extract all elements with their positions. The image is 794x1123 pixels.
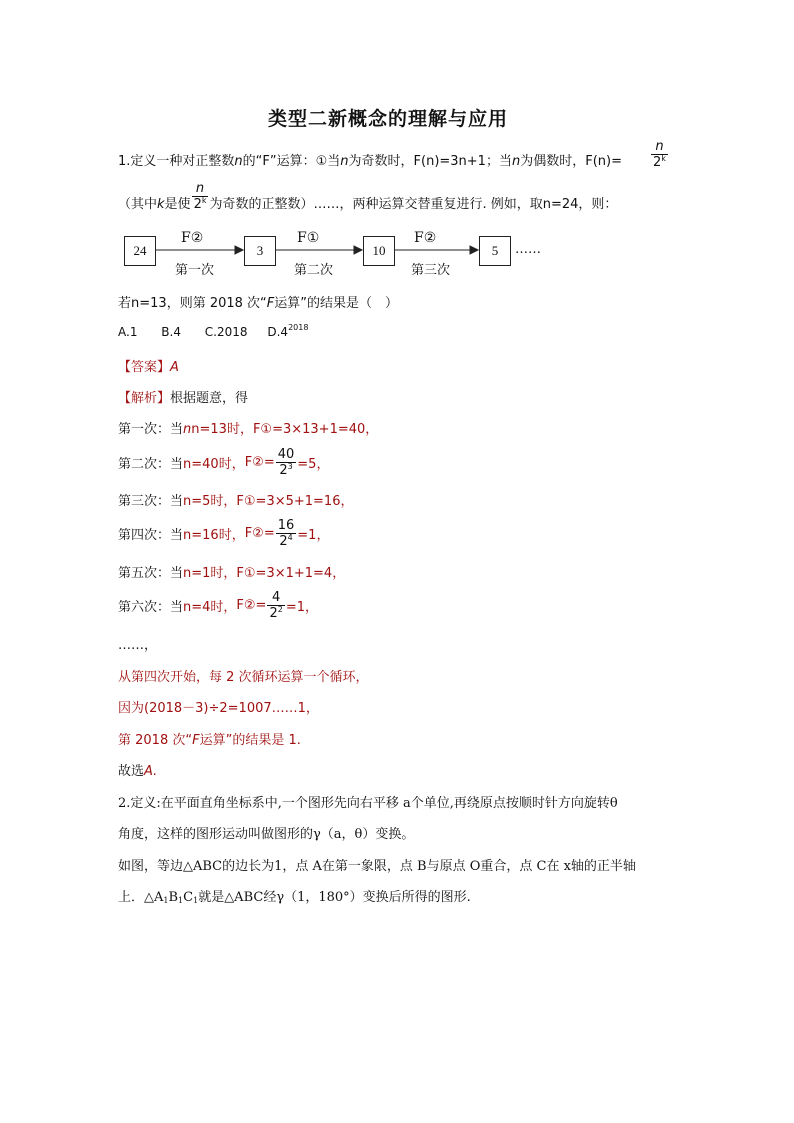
flow-step-3: 第三次 [411,263,451,278]
step-expr: F②= [236,598,267,613]
q2-text: 上．△A [118,890,164,905]
option-b: B.4 [161,325,181,339]
q1-text: （其中 [118,197,158,212]
step-5 [118,562,345,581]
q2-text: B [168,890,179,905]
frac-numerator: 16 [277,518,295,533]
step-2 [118,447,329,478]
arrow-1-head [235,246,243,254]
frac-exponent: 4 [287,533,293,542]
choose-text: 故选 [118,764,145,779]
step-expr: F①=3×13+1=40， [252,422,379,437]
step-cond: n=4时， [183,600,237,615]
flow-op-2: F① [297,230,320,246]
q1-text: 为奇数的正整数）……，两种运算交替重复进行. 例如，取 [209,197,543,212]
step-cond: n=16时， [183,528,245,543]
step-3 [118,490,353,509]
step-label: 第四次：当 [118,528,184,543]
option-a: A.1 [118,325,138,339]
arrow-3-head [470,246,478,254]
q1-question [118,292,398,311]
result-line [118,729,301,748]
q1-text: 的“F”运算：①当 [242,154,341,169]
q2-line-1: 2.定义:在平面直角坐标系中,一个图形先向右平移 a个单位,再绕原点按顺时针方向旋转θ [118,796,618,811]
flow-box-1: 24 [124,236,156,266]
var-n: n [234,154,243,169]
q1-text: 运算”的结果是（ ） [274,296,399,311]
step-label: 第二次：当 [118,457,184,472]
q1-formula: F(n)= [585,154,622,169]
step-label: 第六次：当 [118,600,184,615]
step-4 [118,518,329,549]
analysis-line [118,387,248,406]
option-c: C.2018 [204,325,248,339]
frac-numerator: n [195,181,205,196]
q1-text: n=13，则第 2018 次“ [131,296,267,311]
frac-denominator: 2 [193,197,202,212]
cycle-line: 从第四次开始，每 2 次循环运算一个循环， [118,670,369,685]
flow-box-4: 5 [479,236,511,266]
option-d [267,325,308,339]
option-d-exponent: 2018 [288,323,309,332]
flow-op-3: F② [414,230,437,246]
frac-exponent: k [201,196,207,205]
arrow-2-head [354,246,362,254]
analysis-label: 【解析】 [118,391,171,406]
q1-text: n=24，则： [542,197,618,212]
q2-line-4 [118,886,471,905]
choose-line [118,760,157,779]
because-line: 因为(2018－3)÷2=1007……1， [118,701,319,716]
subscript: 1 [163,896,169,905]
var-k: k [157,197,165,212]
q1-text: 若 [118,296,132,311]
var-n: n [511,154,521,169]
step-cond: n=13时， [191,422,253,437]
step-expr: F①=3×1+1=4， [236,566,346,581]
analysis-intro: 根据题意，得 [170,391,249,406]
step-expr: F②= [244,455,275,470]
step-expr: =1， [285,600,318,615]
frac-denominator: 2 [279,534,288,549]
frac-numerator: n [655,139,664,154]
q2-text: 就是△ABC经γ（1，180°）变换后所得的图形. [198,890,471,905]
choose-answer: A. [144,764,158,779]
frac-numerator: 40 [277,447,295,462]
ellipsis-line: ……， [118,638,158,653]
frac-numerator: 4 [272,590,281,605]
step-6 [118,590,318,621]
q1-text: 是使 [164,197,191,212]
step-label: 第一次：当 [118,422,184,437]
flow-op-1: F② [181,230,204,246]
q1-formula: F(n)=3n+1；当 [413,154,512,169]
q1-options [118,325,308,339]
frac-denominator: 2 [653,155,662,170]
q1-text: 为偶数时， [520,154,586,169]
q2-line-3: 如图，等边△ABC的边长为1，点 A在第一象限，点 B与原点 O重合，点 C在 x轴的正半轴 [118,859,636,874]
var-n: n [340,154,349,169]
step-cond: n=1时， [183,566,237,581]
step-expr: =5， [297,457,330,472]
frac-exponent: 2 [277,605,283,614]
result-text: 运算”的结果是 1. [199,733,301,748]
answer-label: 【答案】 [118,360,171,375]
answer-value: A [170,360,179,375]
flow-box-2: 3 [244,236,276,266]
step-label: 第五次：当 [118,566,184,581]
subscript: 1 [193,896,199,905]
flow-box-3: 10 [363,236,395,266]
frac-denominator: 2 [279,463,288,478]
frac-exponent: k [661,154,666,163]
q2-line-2: 角度，这样的图形运动叫做图形的γ（a，θ）变换。 [118,827,415,842]
step-cond: n=40时， [183,457,245,472]
var-f: F [192,733,200,748]
q1-text: 为奇数时， [348,154,414,169]
q2-text: C [183,890,194,905]
step-expr: F②= [244,526,275,541]
step-expr: =1， [297,528,330,543]
result-text: 第 2018 次“ [118,733,193,748]
subscript: 1 [178,896,184,905]
frac-denominator: 2 [269,606,278,621]
answer-line [118,356,179,375]
option-d-base: D.4 [267,325,289,339]
flow-step-1: 第一次 [175,263,215,278]
step-label: 第三次：当 [118,494,184,509]
flow-ellipsis: …… [515,242,541,257]
frac-exponent: 3 [287,462,293,471]
flow-step-2: 第二次 [294,263,334,278]
step-cond: n=5时， [183,494,237,509]
step-expr: F①=3×5+1=16， [236,494,354,509]
page-title: 类型二新概念的理解与应用 [268,108,509,130]
flow-arrows [0,0,794,300]
var-f: F [266,296,275,311]
step-1: 第一次：当nn=13时，F①=3×13+1=40， [118,422,379,437]
q1-text: 1.定义一种对正整数 [118,154,235,169]
